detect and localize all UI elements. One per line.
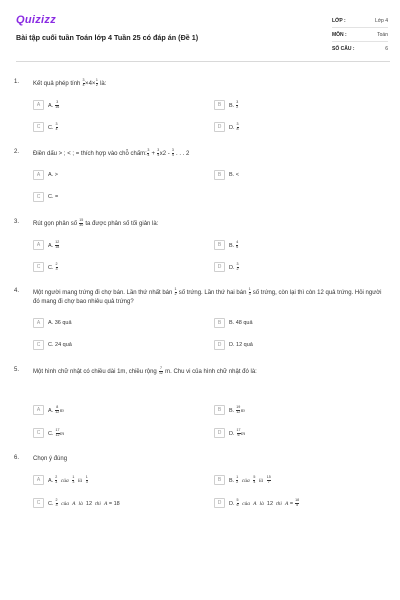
option-a[interactable]: A A. $\frac{2}{3}$ của $\frac{1}{3}$ là $\frac{1}{3}$ xyxy=(33,474,88,486)
question-text: Chọn ý đúng xyxy=(33,456,68,462)
question-text: Một người mang trứng đi chợ bán. Lần thứ nhất bán $\frac{1}{2}$ số trứng. Lần thứ hai bán $\frac{1}{3}$ số trứng, còn lại thì còn 12 quả trứng. Hỏi người đó mang đi chợ bao nhiêu quả trứng? xyxy=(33,287,382,305)
worksheet-title: Bài tập cuối tuần Toán lớp 4 Tuần 25 có đáp án (Đề 1) xyxy=(16,33,199,42)
option-d[interactable]: D D. $\frac{3}{2}$ xyxy=(214,261,239,273)
question-number: 2. xyxy=(14,149,20,155)
meta-value: Toán xyxy=(377,31,388,38)
meta-value: Lớp 4 xyxy=(374,17,388,24)
meta-label: SỐ CÂU : xyxy=(332,46,355,52)
question-text-part: Kết quả phép tính xyxy=(33,80,83,87)
option-b[interactable]: B B. 48 quả xyxy=(214,317,253,329)
option-d[interactable]: D D. $\frac{3}{8}$ xyxy=(214,121,239,133)
option-c[interactable]: C C. $\frac{2}{3}$ của A là 12 thì A = 18 xyxy=(33,497,120,509)
option-letter-box: B xyxy=(214,100,225,110)
question-text: Kết quả phép tính $\frac{3}{4}$ ×4× $\frac{1}{2}$ là: xyxy=(33,78,107,87)
fraction: $\frac{3}{4}$ xyxy=(82,78,85,87)
option-b[interactable]: B B. < xyxy=(214,169,239,181)
meta-row-class xyxy=(332,14,388,28)
option-a[interactable]: A A. 36 quả xyxy=(33,317,72,329)
option-letter-box: D xyxy=(214,122,225,132)
question-number: 6. xyxy=(14,455,20,461)
option-a[interactable]: A A. $\frac{8}{12}$ m xyxy=(33,404,64,416)
question-number: 5. xyxy=(14,367,20,373)
fraction: $\frac{1}{2}$ xyxy=(95,78,98,87)
option-d[interactable]: D D. 12 quả xyxy=(214,339,253,351)
option-c[interactable]: C C. $\frac{2}{3}$ xyxy=(33,261,58,273)
option-c[interactable]: C C. $\frac{3}{4}$ xyxy=(33,121,58,133)
option-b[interactable]: B B. $\frac{1}{2}$ của $\frac{5}{4}$ là $\frac{15}{7}$ xyxy=(214,474,271,486)
question-number: 1. xyxy=(14,79,20,85)
question-text: Một hình chữ nhật có chiều dài 1m, chiều rộng $\frac{7}{12}$ m. Chu vi của hình chữ nhật đó là: xyxy=(33,366,257,375)
option-d[interactable]: D D. $\frac{5}{6}$ của A là 12 thì A = $\frac{18}{5}$ xyxy=(214,497,300,509)
worksheet-header xyxy=(16,12,390,62)
meta-label: LỚP : xyxy=(332,17,346,24)
option-a[interactable]: A A. $\frac{12}{18}$ xyxy=(33,239,60,251)
option-c[interactable]: C C. 24 quả xyxy=(33,339,72,351)
question-text: Điền dấu > ; < ; = thích hợp vào chỗ chấm: $\frac{3}{4}$ + $\frac{3}{4}$ x2 - $\frac{3}{4}$ . . . 2 xyxy=(33,148,190,157)
option-b[interactable]: B B. $\frac{4}{6}$ xyxy=(214,239,239,251)
meta-row-count xyxy=(332,42,388,56)
option-letter-box: A xyxy=(33,100,44,110)
option-c[interactable]: C C. $\frac{17}{12}$ m xyxy=(33,427,64,439)
option-letter-box: C xyxy=(33,122,44,132)
question-number: 4. xyxy=(14,288,20,294)
option-a[interactable]: A A. > xyxy=(33,169,58,181)
question-number: 3. xyxy=(14,219,20,225)
option-c[interactable]: C C. = xyxy=(33,191,58,203)
meta-value: 6 xyxy=(385,46,388,52)
option-b[interactable]: B B. $\frac{19}{12}$ m xyxy=(214,404,245,416)
meta-label: MÔN : xyxy=(332,31,347,38)
option-a[interactable]: A A. $\frac{3}{16}$ xyxy=(33,99,60,111)
question-text: Rút gọn phân số $\frac{15}{30}$ ta được phân số tối giản là: xyxy=(33,218,159,227)
worksheet-meta xyxy=(332,14,388,56)
option-b[interactable]: B B. $\frac{3}{2}$ xyxy=(214,99,239,111)
option-d[interactable]: D D. $\frac{17}{6}$ m xyxy=(214,427,245,439)
meta-row-subject xyxy=(332,28,388,42)
quizizz-logo: Quizizz xyxy=(16,14,56,26)
question-text-part: là: xyxy=(98,80,107,87)
